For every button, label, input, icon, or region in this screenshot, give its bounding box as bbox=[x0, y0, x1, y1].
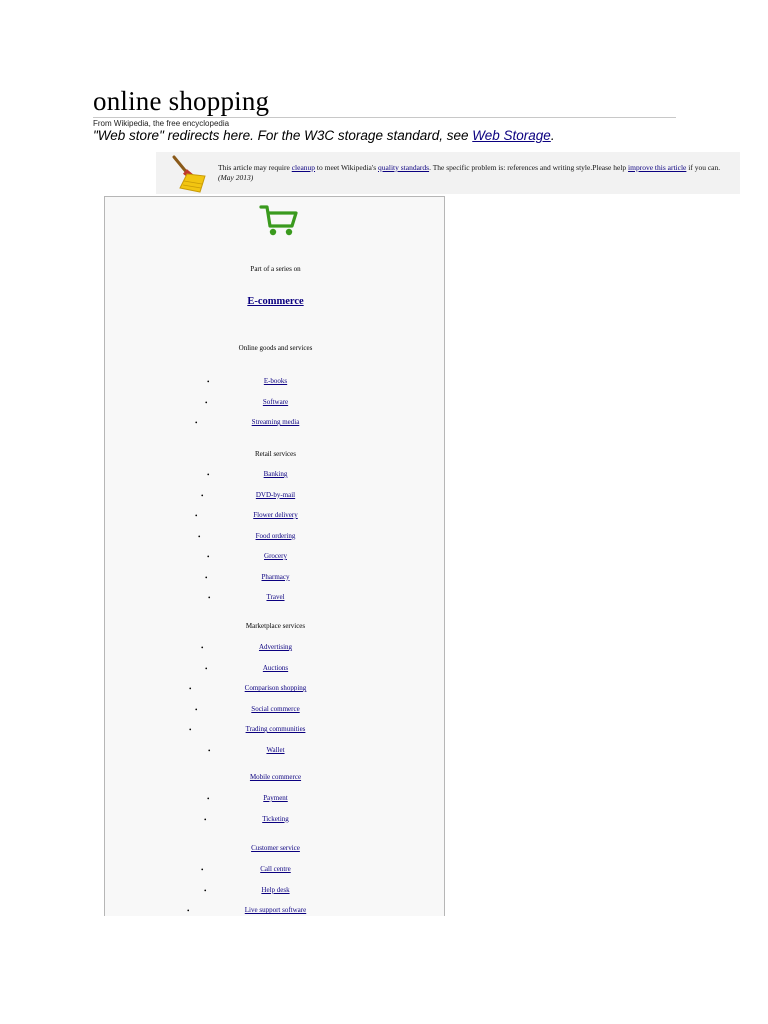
list-item bbox=[105, 815, 446, 823]
tagline: From Wikipedia, the free encyclopedia bbox=[93, 119, 230, 128]
infobox-section-heading-retail-services: Retail services bbox=[254, 450, 296, 458]
bullet-marker: • bbox=[207, 378, 210, 386]
cleanup-notice-text bbox=[218, 163, 732, 183]
bullet-marker: • bbox=[195, 705, 198, 714]
list-item bbox=[105, 491, 446, 499]
infobox-link-wallet[interactable]: Wallet bbox=[266, 745, 285, 754]
bullet-marker: • bbox=[198, 532, 201, 541]
bullet-marker: • bbox=[207, 795, 210, 803]
infobox-link-ticketing[interactable]: Ticketing bbox=[262, 814, 289, 823]
bullet-marker: • bbox=[195, 512, 198, 520]
notice-date: (May 2013) bbox=[218, 173, 254, 182]
bullet-marker: • bbox=[187, 907, 190, 915]
infobox-link-live-support-software[interactable]: Live support software bbox=[244, 906, 307, 914]
page-title: online shopping bbox=[93, 86, 270, 116]
bullet-marker: • bbox=[189, 726, 192, 734]
infobox-link-payment[interactable]: Payment bbox=[263, 794, 288, 802]
infobox-link-e-books[interactable]: E-books bbox=[263, 377, 288, 385]
list-item bbox=[105, 794, 446, 802]
list-item bbox=[105, 593, 446, 601]
infobox-link-auctions[interactable]: Auctions bbox=[262, 663, 289, 672]
list-item bbox=[105, 532, 446, 540]
infobox-link-travel[interactable]: Travel bbox=[266, 593, 285, 601]
web-storage-link[interactable]: Web Storage bbox=[472, 128, 551, 143]
bullet-marker: • bbox=[205, 664, 208, 673]
broom-icon bbox=[170, 154, 208, 194]
infobox-section-heading-online-goods-and-services: Online goods and services bbox=[238, 344, 313, 352]
list-item bbox=[105, 573, 446, 581]
infobox-link-grocery[interactable]: Grocery bbox=[264, 552, 287, 560]
list-item bbox=[105, 886, 446, 894]
infobox-link-comparison-shopping[interactable]: Comparison shopping bbox=[244, 684, 307, 692]
list-item bbox=[105, 552, 446, 560]
infobox-part-of: Part of a series on bbox=[250, 265, 301, 273]
list-item bbox=[105, 746, 446, 754]
infobox-link-help-desk[interactable]: Help desk bbox=[261, 885, 290, 894]
infobox-section-heading-customer-service bbox=[105, 844, 446, 852]
list-item bbox=[105, 684, 446, 692]
list-item bbox=[105, 643, 446, 651]
bullet-marker: • bbox=[204, 815, 207, 824]
shopping-cart-icon bbox=[259, 204, 299, 237]
quality-standards-link[interactable]: quality standards bbox=[378, 163, 430, 172]
notice-text-4: if you can. bbox=[686, 163, 721, 172]
list-item bbox=[105, 377, 446, 385]
hatnote-text: "Web store" redirects here. For the W3C storage standard, see bbox=[93, 128, 473, 143]
list-item bbox=[105, 470, 446, 478]
infobox-link-dvd-by-mail[interactable]: DVD-by-mail bbox=[255, 490, 296, 499]
bullet-marker: • bbox=[208, 594, 211, 602]
notice-text-2: to meet Wikipedia's bbox=[315, 163, 379, 172]
bullet-marker: • bbox=[207, 471, 210, 479]
ecommerce-link[interactable]: E-commerce bbox=[247, 296, 304, 307]
list-item bbox=[105, 418, 446, 426]
hatnote-suffix: . bbox=[550, 128, 555, 143]
notice-text-3: . The specific problem is: references and writing style.Please help bbox=[429, 163, 629, 172]
infobox-link-call-centre[interactable]: Call centre bbox=[260, 865, 291, 873]
infobox-link-streaming-media[interactable]: Streaming media bbox=[251, 418, 300, 426]
bullet-marker: • bbox=[205, 573, 208, 582]
infobox-section-heading-mobile-commerce bbox=[105, 773, 446, 781]
title-divider bbox=[93, 117, 676, 118]
list-item bbox=[105, 664, 446, 672]
bullet-marker: • bbox=[208, 746, 211, 755]
list-item bbox=[105, 705, 446, 713]
list-item bbox=[105, 906, 446, 914]
bullet-marker: • bbox=[207, 553, 210, 561]
infobox-link-software[interactable]: Software bbox=[262, 397, 289, 406]
bullet-marker: • bbox=[195, 419, 198, 427]
customer-service-link[interactable]: Customer service bbox=[251, 844, 300, 852]
list-item bbox=[105, 398, 446, 406]
bullet-marker: • bbox=[201, 491, 204, 500]
notice-text-1: This article may require bbox=[218, 163, 292, 172]
bullet-marker: • bbox=[201, 866, 204, 874]
bullet-marker: • bbox=[189, 685, 192, 693]
list-item bbox=[105, 865, 446, 873]
infobox-section-heading-marketplace-services: Marketplace services bbox=[245, 622, 306, 630]
list-item bbox=[105, 511, 446, 519]
bullet-marker: • bbox=[205, 398, 208, 407]
mobile-commerce-link[interactable]: Mobile commerce bbox=[249, 773, 302, 781]
infobox-link-advertising[interactable]: Advertising bbox=[258, 643, 293, 651]
bullet-marker: • bbox=[201, 644, 204, 652]
hatnote bbox=[93, 128, 555, 143]
cleanup-link[interactable]: cleanup bbox=[291, 163, 316, 172]
infobox-link-flower-delivery[interactable]: Flower delivery bbox=[253, 511, 298, 519]
bullet-marker: • bbox=[204, 886, 207, 895]
ecommerce-series-infobox bbox=[104, 196, 445, 916]
infobox-link-pharmacy[interactable]: Pharmacy bbox=[261, 572, 290, 581]
infobox-link-banking[interactable]: Banking bbox=[263, 470, 288, 478]
infobox-link-social-commerce[interactable]: Social commerce bbox=[251, 704, 300, 713]
infobox-link-food-ordering[interactable]: Food ordering bbox=[255, 531, 296, 540]
cleanup-notice bbox=[156, 152, 740, 194]
list-item bbox=[105, 725, 446, 733]
infobox-main-title bbox=[105, 296, 446, 307]
improve-article-link[interactable]: improve this article bbox=[628, 163, 687, 172]
infobox-link-trading-communities[interactable]: Trading communities bbox=[245, 725, 306, 733]
